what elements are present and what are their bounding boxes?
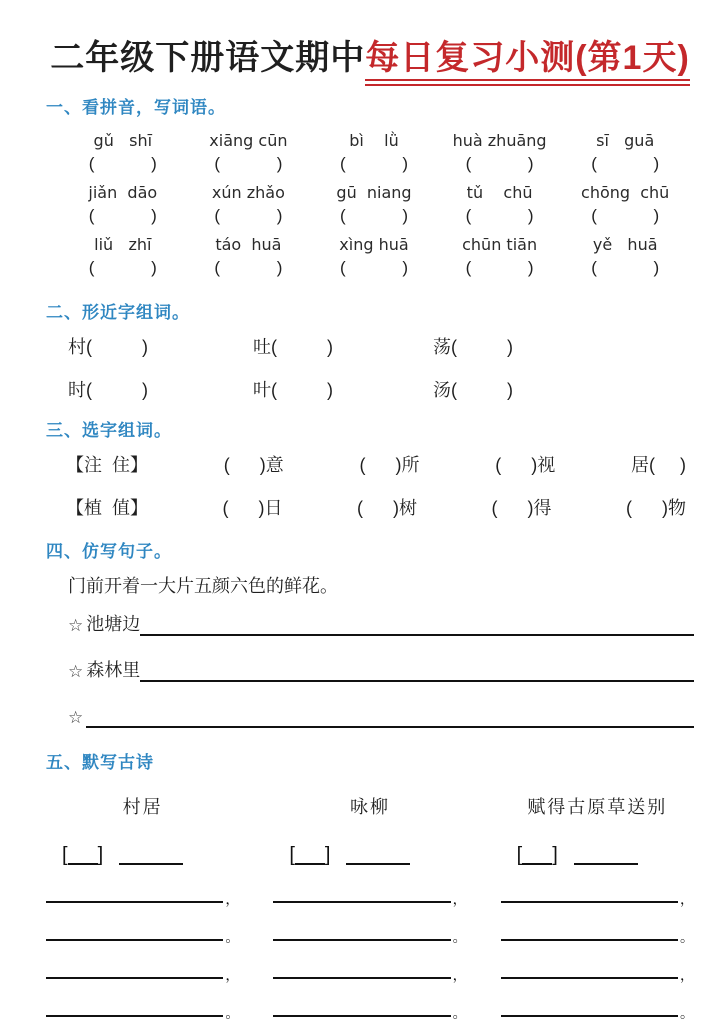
- write-blank-line: [273, 975, 450, 979]
- line-punctuation: ，: [452, 967, 467, 983]
- line-punctuation: ，: [679, 891, 694, 907]
- poem-answer-line: [273, 929, 467, 945]
- section-1-heading: 一、看拼音，写词语。: [46, 98, 226, 117]
- answer-paren-blank: ( ): [339, 258, 408, 277]
- write-blank-line: [140, 610, 694, 636]
- line-punctuation: 。: [225, 1005, 240, 1021]
- star-icon: ☆: [68, 662, 84, 681]
- dynasty-bracket-close: ]: [97, 844, 104, 866]
- poem-author-row: [46, 841, 239, 865]
- write-blank-line: [501, 1013, 678, 1017]
- line-punctuation: ，: [225, 891, 240, 907]
- star-icon: ☆: [68, 616, 84, 635]
- pinyin-word: xìng huā: [339, 235, 409, 254]
- choose-word-blank: ( )得: [491, 498, 552, 518]
- choose-word-options: 【注 住】: [66, 455, 149, 475]
- write-blank-line: [46, 937, 223, 941]
- write-blank-line: [501, 937, 678, 941]
- poem-answer-line: [46, 967, 240, 983]
- dynasty-blank: [295, 841, 325, 865]
- word-blank-item: 村( ): [68, 337, 148, 357]
- dynasty-bracket-open: [: [62, 844, 68, 866]
- word-blank-item: 时( ): [68, 380, 148, 400]
- choose-word-blank: ( )所: [359, 455, 420, 475]
- word-blank-item: 吐( ): [253, 337, 333, 357]
- poem-column: [273, 783, 467, 1021]
- dynasty-bracket-close: ]: [324, 844, 331, 866]
- write-blank-line: [86, 702, 694, 728]
- star-icon: ☆: [68, 708, 84, 727]
- sentence-write-row: [68, 610, 694, 636]
- pinyin-exercise: [60, 128, 688, 284]
- write-blank-line: [273, 899, 450, 903]
- word-blank-item: 汤( ): [433, 380, 513, 400]
- sentence-prompt: 森林里: [86, 660, 141, 680]
- page-title: [46, 30, 694, 79]
- line-punctuation: 。: [225, 929, 240, 945]
- choose-word-row: [66, 451, 686, 477]
- write-blank-line: [273, 937, 450, 941]
- poem-author-row: [273, 841, 466, 865]
- poem-answer-line: [273, 967, 467, 983]
- answer-paren-blank: ( ): [88, 258, 157, 277]
- line-punctuation: ，: [452, 891, 467, 907]
- write-blank-line: [501, 899, 678, 903]
- write-blank-line: [46, 899, 223, 903]
- choose-word-blank: ( )意: [223, 455, 284, 475]
- line-punctuation: 。: [452, 1005, 467, 1021]
- pinyin-word: chūn tiān: [462, 235, 538, 254]
- poem-answer-line: [273, 891, 467, 907]
- pinyin-word: xiāng cūn: [209, 131, 288, 150]
- dynasty-bracket-close: ]: [552, 844, 558, 866]
- dynasty-bracket-open: [: [289, 844, 295, 866]
- write-blank-line: [46, 1013, 223, 1017]
- answer-paren-blank: ( ): [465, 258, 534, 277]
- word-blank-item: 荡( ): [433, 337, 513, 357]
- write-blank-line: [46, 975, 223, 979]
- answer-paren-blank: ( ): [591, 154, 660, 173]
- pinyin-word: bì lǜ: [349, 131, 399, 150]
- answer-paren-blank: ( ): [591, 258, 660, 277]
- pinyin-word: yě huā: [592, 235, 658, 254]
- line-punctuation: ，: [679, 967, 694, 983]
- poem-answer-line: [46, 1005, 240, 1021]
- example-sentence: 门前开着一大片五颜六色的鲜花。: [68, 576, 338, 596]
- section-4-heading: 四、仿写句子。: [46, 542, 172, 561]
- choose-word-blank: 居( ): [630, 455, 686, 475]
- word-blank-item: 叶( ): [253, 380, 333, 400]
- pinyin-row: [60, 180, 688, 204]
- author-blank: [574, 841, 638, 865]
- answer-paren-row: [60, 152, 688, 180]
- pinyin-word: tǔ chū: [466, 183, 533, 202]
- choose-word-blank: ( )日: [222, 498, 283, 518]
- answer-paren-blank: ( ): [591, 206, 660, 225]
- pinyin-word: huà zhuāng: [452, 131, 547, 150]
- answer-paren-row: [60, 256, 688, 284]
- section-2-heading: 二、形近字组词。: [46, 303, 190, 322]
- author-blank: [119, 841, 183, 865]
- answer-paren-row: [60, 204, 688, 232]
- poem-answer-line: [46, 929, 240, 945]
- pinyin-word: gǔ shī: [93, 131, 153, 150]
- poem-title: 赋得古原草送别: [527, 797, 668, 817]
- answer-paren-blank: ( ): [465, 206, 534, 225]
- choose-word-blank: ( )视: [495, 455, 556, 475]
- choose-word-blank: ( )物: [625, 498, 686, 518]
- pinyin-word: jiǎn dāo: [88, 183, 158, 202]
- poem-answer-line: [501, 929, 694, 945]
- answer-paren-blank: ( ): [339, 206, 408, 225]
- poem-column: [46, 783, 240, 1021]
- pinyin-word: gū niang: [336, 183, 412, 202]
- pinyin-word: liǔ zhī: [94, 235, 152, 254]
- poem-answer-line: [46, 891, 240, 907]
- answer-paren-blank: ( ): [214, 206, 283, 225]
- choose-word-row: [66, 494, 686, 520]
- pinyin-word: sī guā: [596, 131, 655, 150]
- poem-answer-line: [501, 1005, 694, 1021]
- sentence-write-row: [68, 656, 694, 682]
- write-blank-line: [140, 656, 694, 682]
- write-blank-line: [273, 1013, 450, 1017]
- word-form-exercise: [68, 333, 694, 402]
- line-punctuation: 。: [679, 1005, 694, 1021]
- write-blank-line: [501, 975, 678, 979]
- poem-recitation-exercise: [46, 783, 694, 1021]
- choose-word-options: 【植 值】: [66, 498, 149, 518]
- answer-paren-blank: ( ): [214, 154, 283, 173]
- answer-paren-blank: ( ): [214, 258, 283, 277]
- dynasty-blank: [522, 841, 552, 865]
- pinyin-row: [60, 128, 688, 152]
- line-punctuation: ，: [225, 967, 240, 983]
- poem-title: 村居: [122, 797, 163, 817]
- dynasty-bracket-open: [: [516, 844, 523, 866]
- choose-word-blank: ( )树: [356, 498, 417, 518]
- pinyin-word: táo huā: [215, 235, 282, 254]
- answer-paren-blank: ( ): [88, 206, 157, 225]
- pinyin-word: xún zhǎo: [211, 183, 285, 202]
- answer-paren-blank: ( ): [339, 154, 408, 173]
- title-highlight-underlined: 每日复习小测(第1天): [365, 39, 690, 86]
- poem-answer-line: [273, 1005, 467, 1021]
- sentence-write-row: [68, 702, 694, 728]
- poem-column: [501, 783, 694, 1021]
- poem-title: 咏柳: [349, 797, 390, 817]
- sentence-prompt: 池塘边: [86, 614, 141, 634]
- section-5-heading: 五、默写古诗: [46, 753, 154, 772]
- title-main-text: 二年级下册语文期中: [50, 39, 366, 77]
- author-blank: [346, 841, 410, 865]
- poem-answer-line: [501, 967, 694, 983]
- poem-answer-line: [501, 891, 694, 907]
- answer-paren-blank: ( ): [465, 154, 534, 173]
- dynasty-blank: [68, 841, 98, 865]
- line-punctuation: 。: [452, 929, 467, 945]
- section-3-heading: 三、选字组词。: [46, 421, 172, 440]
- pinyin-row: [60, 232, 688, 256]
- poem-author-row: [501, 841, 694, 865]
- pinyin-word: chōng chū: [581, 183, 670, 202]
- line-punctuation: 。: [679, 929, 694, 945]
- answer-paren-blank: ( ): [88, 154, 157, 173]
